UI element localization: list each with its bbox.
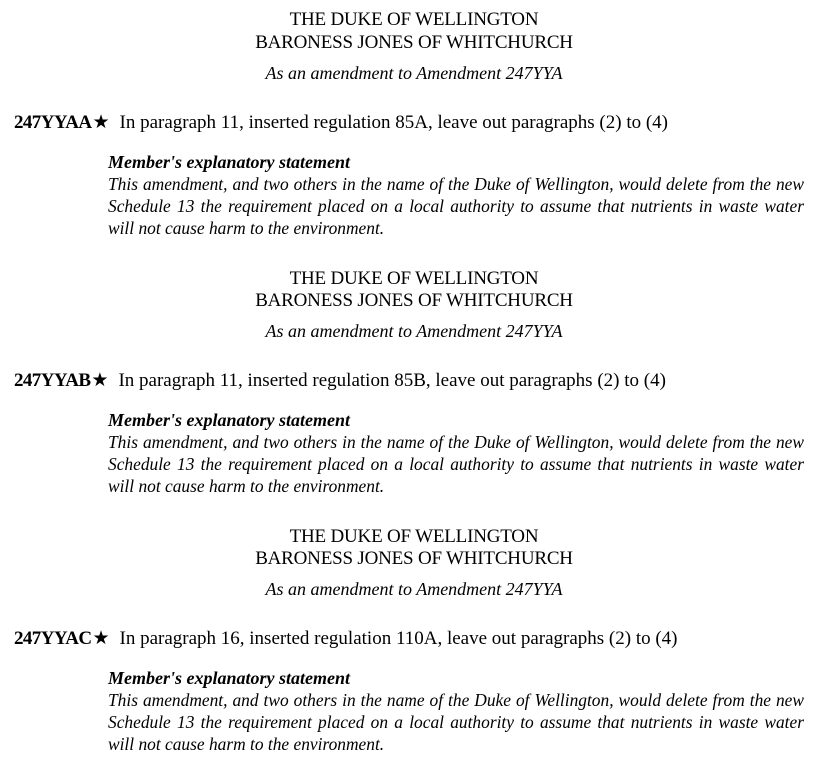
amendment-text: In paragraph 11, inserted regulation 85A, leave out paragraphs (2) to (4) — [119, 112, 669, 133]
as-amendment-note: As an amendment to Amendment 247YYA — [265, 321, 563, 341]
amendment-text: In paragraph 11, inserted regulation 85B, leave out paragraphs (2) to (4) — [118, 370, 666, 391]
amendment-number: 247YYAA — [14, 112, 92, 133]
sponsor-name: THE DUKE OF WELLINGTON — [289, 9, 539, 30]
star-icon: ★ — [91, 370, 109, 391]
statement-body: This amendment, and two others in the name of the Duke of Wellington, would delete from the new Schedule 13 the requirement placed on a local authority to assume that nutrients in waste water will not cause harm to the environment. — [108, 174, 804, 238]
statement-heading: Member's explanatory statement — [108, 410, 350, 430]
sponsor-name: BARONESS JONES OF WHITCHURCH — [255, 32, 573, 53]
amendment-line — [14, 370, 666, 392]
sponsor-name: THE DUKE OF WELLINGTON — [289, 526, 539, 547]
statement-heading: Member's explanatory statement — [108, 152, 350, 172]
as-amendment-note: As an amendment to Amendment 247YYA — [265, 63, 563, 83]
amendment-text: In paragraph 16, inserted regulation 110A, leave out paragraphs (2) to (4) — [119, 628, 678, 649]
amendment-line — [14, 112, 668, 134]
sponsor-name: THE DUKE OF WELLINGTON — [289, 268, 539, 289]
star-icon: ★ — [92, 112, 110, 133]
as-amendment-note: As an amendment to Amendment 247YYA — [265, 579, 563, 599]
amendment-number: 247YYAB — [14, 370, 91, 391]
amendment-line — [14, 628, 678, 650]
statement-heading: Member's explanatory statement — [108, 668, 350, 688]
statement-body: This amendment, and two others in the name of the Duke of Wellington, would delete from the new Schedule 13 the requirement placed on a local authority to assume that nutrients in waste water will not cause harm to the environment. — [108, 432, 804, 496]
star-icon: ★ — [92, 628, 110, 649]
statement-body: This amendment, and two others in the name of the Duke of Wellington, would delete from the new Schedule 13 the requirement placed on a local authority to assume that nutrients in waste water will not cause harm to the environment. — [108, 690, 804, 754]
sponsor-name: BARONESS JONES OF WHITCHURCH — [255, 290, 573, 311]
amendment-number: 247YYAC — [14, 628, 92, 649]
sponsor-name: BARONESS JONES OF WHITCHURCH — [255, 548, 573, 569]
